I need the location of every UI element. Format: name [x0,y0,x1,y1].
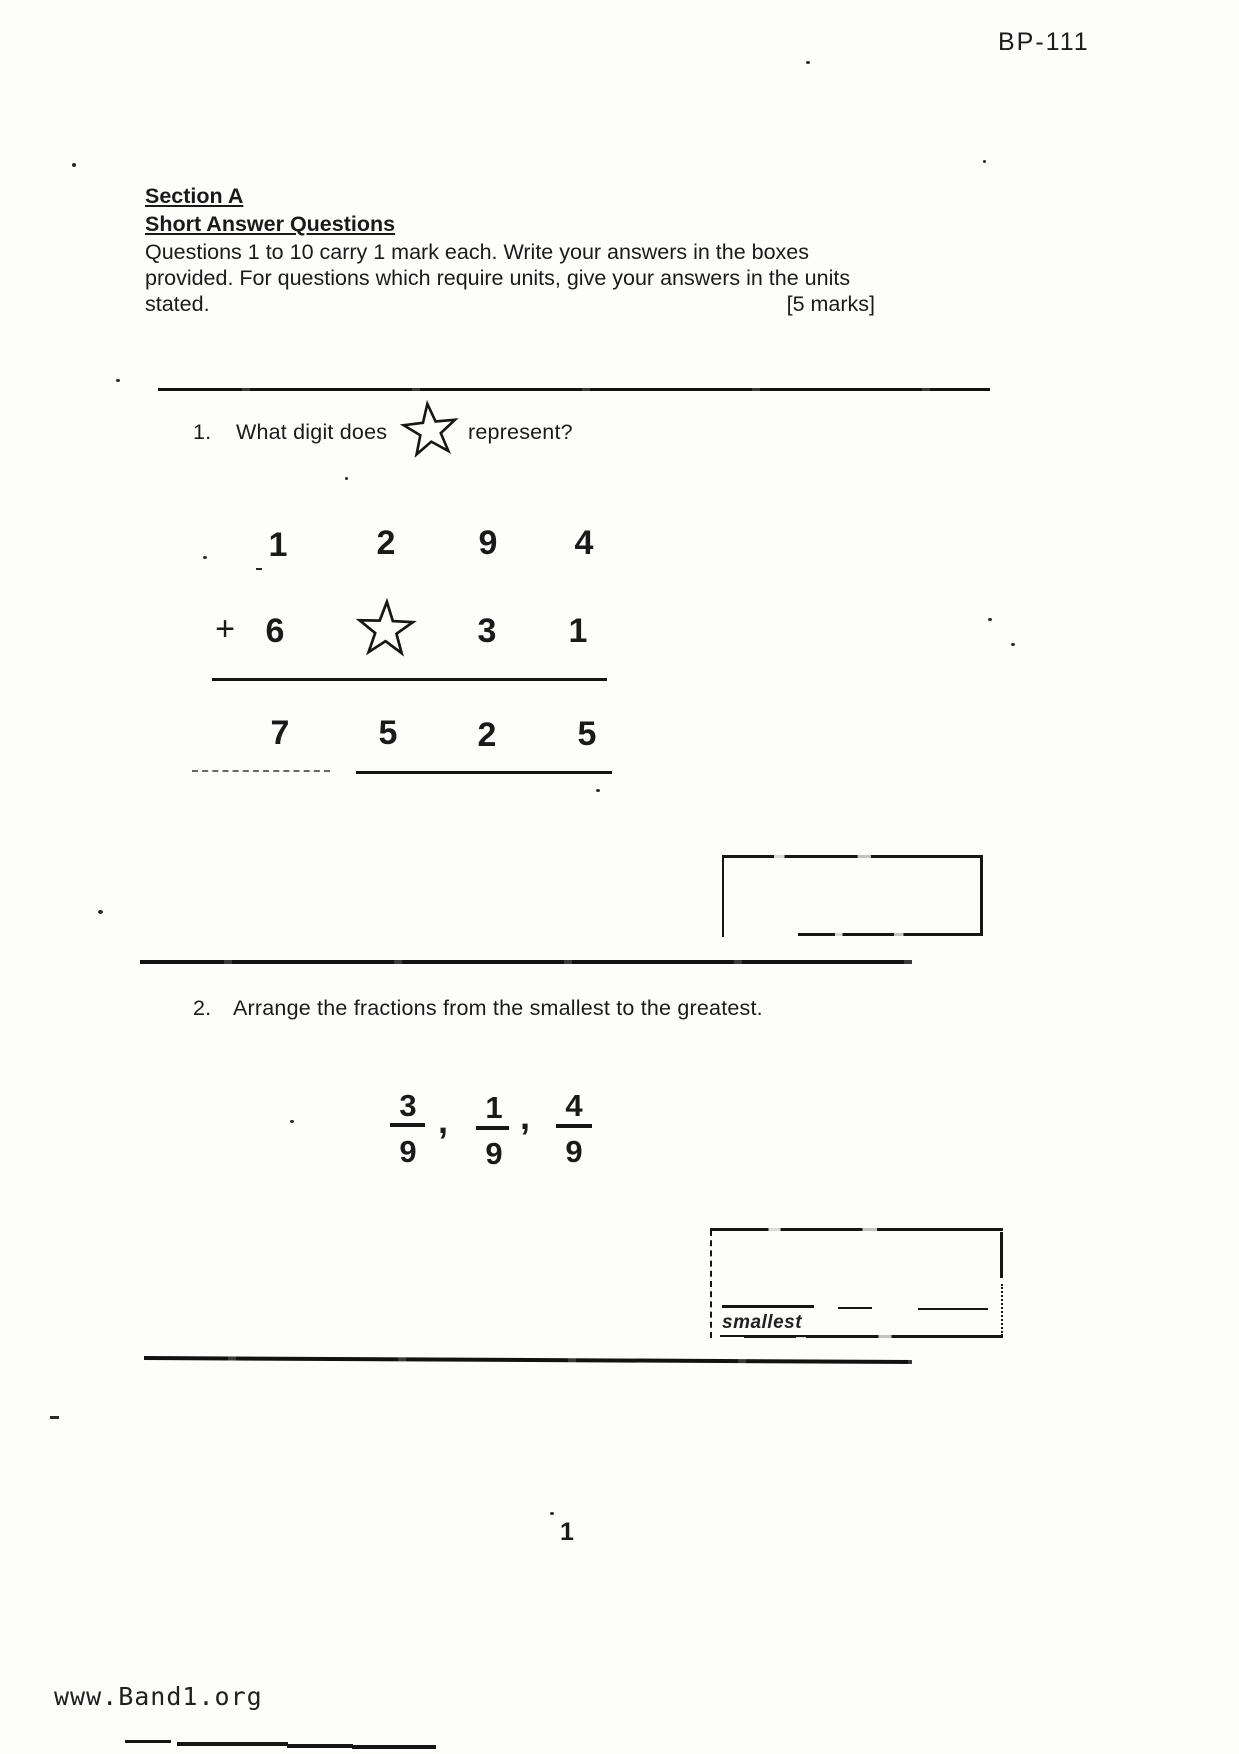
fraction-bar [476,1126,509,1130]
star-icon [355,596,417,660]
answer-box-right-lower [1001,1284,1003,1336]
addend-digit: 1 [568,612,588,650]
answer-box-top [710,1228,1003,1231]
fraction-denominator: 9 [399,1134,417,1169]
plus-sign: + [215,610,235,648]
scan-speck [345,477,348,480]
fraction-separator: , [438,1100,449,1141]
section-header [145,183,875,317]
instructions-line-2: provided. For questions which require units, give your answers in the units [145,266,851,290]
q1-prompt-after: represent? [468,420,573,444]
sum-digit: 5 [577,715,597,753]
scan-speck [203,556,207,559]
scan-speck [290,1120,294,1123]
q1-answer-box [722,855,983,937]
star-icon [398,396,462,462]
scan-speck [256,568,262,570]
q1-number: 1. [193,420,212,444]
scan-speck [983,160,986,163]
addend-digit: 6 [265,612,285,650]
page-number: 1 [560,1518,574,1546]
fraction-separator: , [520,1096,531,1137]
scan-speck [806,61,810,64]
section-subtitle: Short Answer Questions [145,212,396,236]
fraction-numerator: 1 [485,1090,503,1125]
scan-speck [116,379,120,382]
answer-box-bottom [798,933,983,936]
fraction-numerator: 3 [399,1088,417,1123]
doc-code: BP-111 [998,28,1090,56]
q2-answer-box [710,1228,1004,1340]
addend-digit: 3 [477,612,497,650]
sum-underline [356,771,612,774]
q1-prompt-before: What digit does [236,420,388,444]
answer-box-left [722,855,724,937]
fraction-denominator: 9 [565,1134,583,1169]
fraction-denominator: 9 [485,1136,503,1171]
q2-number: 2. [193,996,212,1020]
separator-line [140,960,912,964]
addend-digit: 9 [478,524,498,562]
answer-blank-line [838,1307,872,1309]
section-title: Section A [145,184,244,208]
sum-digit: 7 [270,714,290,752]
instructions-line-1: Questions 1 to 10 carry 1 mark each. Write your answers in the boxes [145,240,810,264]
fraction-bar [390,1123,425,1127]
answer-box-right [980,855,983,935]
scan-speck [988,618,992,621]
addition-rule [212,678,607,681]
answer-blank-line [722,1305,814,1308]
addend-digit: 1 [268,526,288,564]
q2-prompt: Arrange the fractions from the smallest to the greatest. [233,996,763,1020]
answer-box-left [710,1230,712,1338]
separator-line [144,1356,912,1364]
addend-digit: 2 [376,524,396,562]
scan-speck [50,1416,59,1419]
instructions-line-3: stated. [145,292,210,316]
answer-blank-line [918,1308,988,1310]
sum-underline-faint [192,770,330,772]
scan-speck [98,910,103,914]
sum-digit: 2 [477,716,497,754]
scan-speck [1011,643,1015,646]
sum-digit: 5 [378,714,398,752]
smallest-label: smallest [720,1312,808,1337]
scan-speck [596,789,600,792]
footer-site-url: www.Band1.org [54,1682,263,1711]
answer-box-right [1000,1232,1003,1278]
answer-box-top [722,855,983,858]
separator-line [158,388,990,391]
fraction-numerator: 4 [565,1088,583,1123]
marks-label: [5 marks] [786,292,875,316]
fraction-bar [556,1124,592,1128]
scan-speck [550,1512,554,1515]
scan-speck [72,163,76,167]
addend-digit: 4 [574,524,594,562]
